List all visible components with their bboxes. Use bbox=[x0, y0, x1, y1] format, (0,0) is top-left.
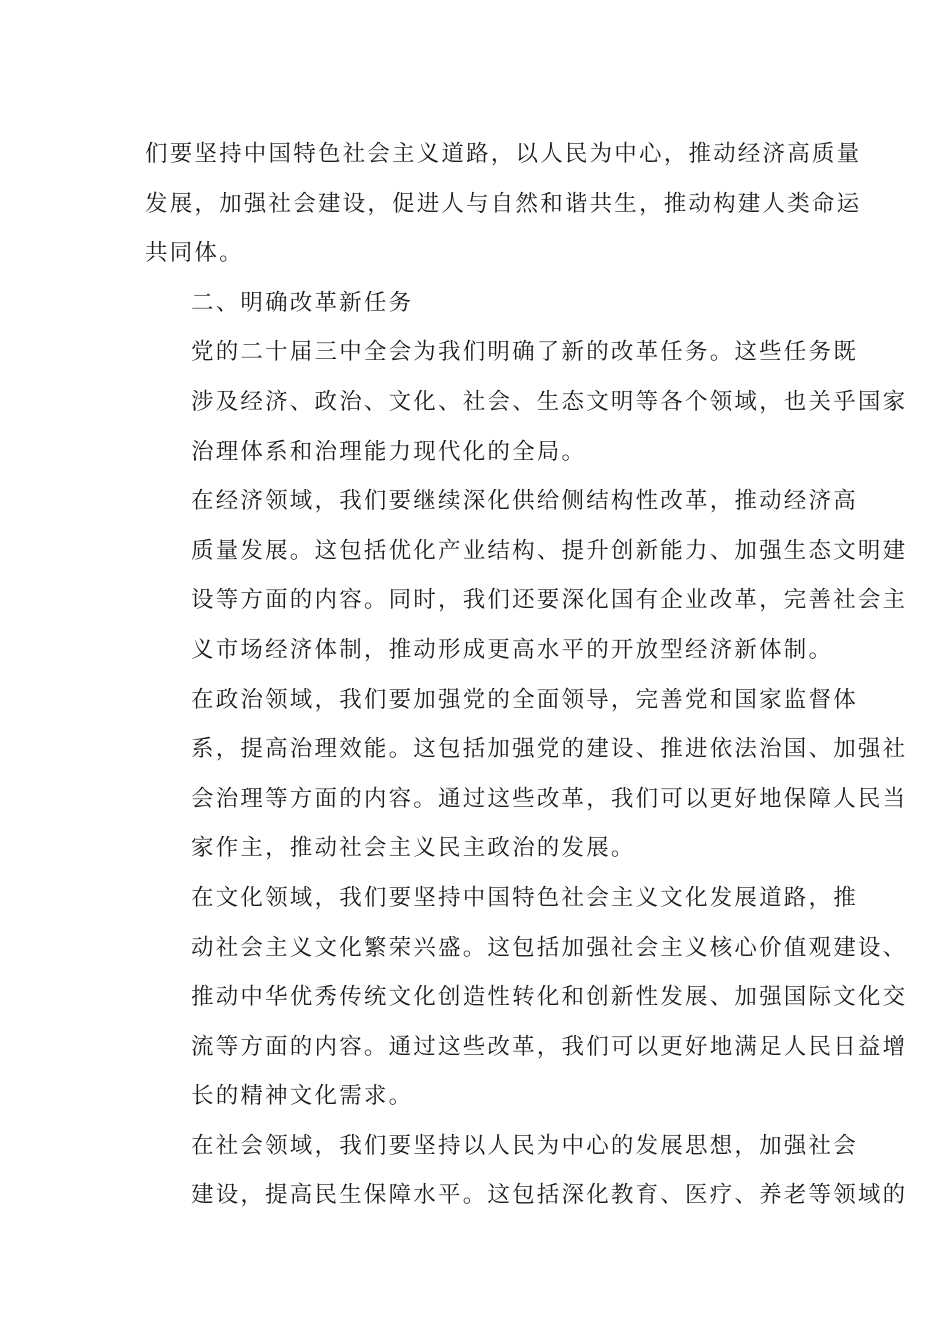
document-body bbox=[145, 130, 908, 1221]
paragraph-economy bbox=[145, 477, 908, 675]
text-line: 治理体系和治理能力现代化的全局。 bbox=[191, 438, 587, 465]
text-line: 二、明确改革新任务 bbox=[191, 289, 414, 316]
text-line: 会治理等方面的内容。通过这些改革，我们可以更好地保障人民当 bbox=[191, 785, 908, 812]
text-line: 在政治领域，我们要加强党的全面领导，完善党和国家监督体 bbox=[191, 686, 858, 713]
text-line: 涉及经济、政治、文化、社会、生态文明等各个领域，也关乎国家 bbox=[191, 388, 908, 415]
paragraph-culture bbox=[145, 874, 908, 1122]
text-line: 建设，提高民生保障水平。这包括深化教育、医疗、养老等领域的 bbox=[191, 1182, 908, 1209]
text-line: 动社会主义文化繁荣兴盛。这包括加强社会主义核心价值观建设、 bbox=[191, 934, 908, 961]
text-line: 推动中华优秀传统文化创造性转化和创新性发展、加强国际文化交 bbox=[191, 984, 908, 1011]
text-line: 系，提高治理效能。这包括加强党的建设、推进依法治国、加强社 bbox=[191, 736, 908, 763]
paragraph-continuation bbox=[145, 130, 862, 279]
text-line: 党的二十届三中全会为我们明确了新的改革任务。这些任务既 bbox=[191, 339, 858, 366]
text-line: 在社会领域，我们要坚持以人民为中心的发展思想，加强社会 bbox=[191, 1132, 858, 1159]
text-line: 在经济领域，我们要继续深化供给侧结构性改革，推动经济高 bbox=[191, 488, 858, 515]
paragraph-society bbox=[145, 1122, 908, 1221]
text-line: 共同体。 bbox=[145, 240, 244, 267]
section-heading bbox=[145, 279, 805, 329]
text-line: 义市场经济体制，推动形成更高水平的开放型经济新体制。 bbox=[191, 636, 834, 663]
text-line: 在文化领域，我们要坚持中国特色社会主义文化发展道路，推 bbox=[191, 884, 858, 911]
text-line: 流等方面的内容。通过这些改革，我们可以更好地满足人民日益增 bbox=[191, 1033, 908, 1060]
text-line: 质量发展。这包括优化产业结构、提升创新能力、加强生态文明建 bbox=[191, 537, 908, 564]
text-line: 家作主，推动社会主义民主政治的发展。 bbox=[191, 835, 636, 862]
paragraph-reform-tasks bbox=[145, 328, 908, 477]
paragraph-politics bbox=[145, 676, 908, 874]
text-line: 们要坚持中国特色社会主义道路，以人民为中心，推动经济高质量 bbox=[145, 141, 862, 167]
text-line: 设等方面的内容。同时，我们还要深化国有企业改革，完善社会主 bbox=[191, 587, 908, 614]
text-line: 长的精神文化需求。 bbox=[191, 1083, 414, 1110]
text-line: 发展，加强社会建设，促进人与自然和谐共生，推动构建人类命运 bbox=[145, 190, 862, 217]
